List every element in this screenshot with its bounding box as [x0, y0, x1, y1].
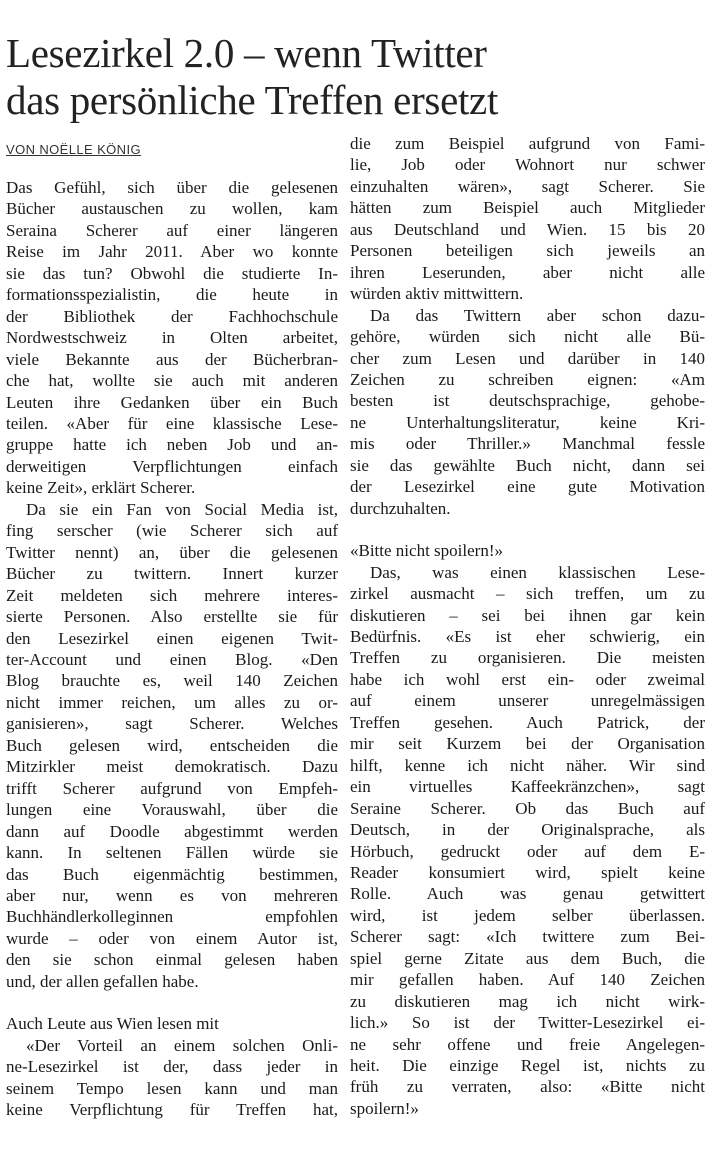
text-line: hilft, kenne ich nicht näher. Wir sind [350, 755, 705, 775]
text-line: zu diskutieren mag ich nicht wirk- [350, 991, 705, 1011]
text-line: fing serscher (wie Scherer sich auf [6, 521, 338, 541]
text-column-left [6, 177, 338, 1120]
text-line: Seraina Scherer auf einer längeren [6, 220, 338, 240]
text-line: kann. In seltenen Fällen würde sie [6, 843, 338, 863]
text-line: Blog brauchte es, weil 140 Zeichen [6, 671, 338, 691]
text-line: aus Deutschland und Wien. 15 bis 20 [350, 219, 705, 239]
text-line: Bücher austauschen zu wollen, kam [6, 199, 338, 219]
text-line: der Lesezirkel eine gute Motivation [350, 477, 705, 497]
text-line: seinem Tempo lesen kann und man [6, 1078, 338, 1098]
text-line: wurde – oder von einem Autor ist, [6, 928, 338, 948]
text-line: sierte Personen. Also erstellte sie für [6, 607, 338, 627]
text-line: den sie schon einmal gelesen haben [6, 950, 338, 970]
text-line: ne sehr offene und freie Angelegen- [350, 1034, 705, 1054]
text-line: Da sie ein Fan von Social Media ist, [26, 499, 338, 519]
text-line: der Bibliothek der Fachhochschule [6, 306, 338, 326]
text-column-right [350, 133, 705, 1119]
text-line: Rolle. Auch was genau getwittert [350, 884, 705, 904]
text-line: einzuhalten wären», sagt Scherer. Sie [350, 176, 705, 196]
text-line: ein virtuelles Kaffeekränzchen», sagt [350, 777, 705, 797]
text-line: lungen eine Vorauswahl, über die [6, 800, 338, 820]
text-line: mir seit Kurzem bei der Organisation [350, 734, 705, 754]
text-line: ihren Leserunden, aber nicht alle [350, 262, 705, 282]
text-line: cher zum Lesen und darüber in 140 [350, 348, 705, 368]
text-line: hätten zum Beispiel auch Mitglieder [350, 198, 705, 218]
text-line: dann auf Doodle abgestimmt werden [6, 821, 338, 841]
text-line: Bedürfnis. «Es ist eher schwierig, ein [350, 626, 705, 646]
headline-line-2: das persönliche Treffen ersetzt [6, 77, 499, 123]
text-line: viele Bekannte aus der Bücherbran- [6, 349, 338, 369]
headline-line-1: Lesezirkel 2.0 – wenn Twitter [6, 30, 487, 76]
text-line: den Lesezirkel einen eigenen Twit- [6, 628, 338, 648]
text-line: Das, was einen klassischen Lese- [370, 562, 705, 582]
text-line: Treffen zu organisieren. Die meisten [350, 648, 705, 668]
text-line: Buchhändlerkolleginnen empfohlen [6, 907, 338, 927]
text-line: früh zu verraten, also: «Bitte nicht [350, 1077, 705, 1097]
text-line: zirkel ausmacht – sich treffen, um zu [350, 584, 705, 604]
subheading: Auch Leute aus Wien lesen mit [6, 1014, 219, 1034]
text-line: Buch gelesen wird, entscheiden die [6, 735, 338, 755]
text-line: «Der Vorteil an einem solchen Onli- [26, 1035, 338, 1055]
text-line: Seraine Scherer. Ob das Buch auf [350, 798, 705, 818]
text-line: mir gefallen haben. Auf 140 Zeichen [350, 970, 705, 990]
text-line: Twitter nennt) an, über die gelesenen [6, 542, 338, 562]
text-line: ganisieren», sagt Scherer. Welches [6, 714, 338, 734]
text-line: besten ist deutschsprachige, gehobe- [350, 391, 705, 411]
text-line: Das Gefühl, sich über die gelesenen [6, 178, 338, 197]
paragraph-gap [350, 519, 705, 540]
text-line: Treffen gesehen. Auch Patrick, der [350, 712, 705, 732]
text-line: gruppe hatte ich neben Job und an- [6, 435, 338, 455]
text-line: Leuten ihre Gedanken über ein Buch [6, 392, 338, 412]
text-line: ne Unterhaltungsliteratur, keine Kri- [350, 412, 705, 432]
text-line: Mitzirkler meist demokratisch. Dazu [6, 757, 338, 777]
text-line: trifft Scherer aufgrund von Empfeh- [6, 778, 338, 798]
headline [6, 30, 706, 124]
text-line: gehöre, würden sich nicht alle Bü- [350, 327, 705, 347]
text-line: spoilern!» [350, 1098, 419, 1118]
text-line: ter-Account und einen Blog. «Den [6, 649, 338, 669]
subheading: «Bitte nicht spoilern!» [350, 541, 503, 561]
text-line: Bücher zu twittern. Innert kurzer [6, 564, 338, 584]
text-line: Zeit meldeten sich mehrere interes- [6, 585, 338, 605]
byline: VON NOËLLE KÖNIG [6, 142, 141, 157]
text-line: diskutieren – sei bei ihnen gar kein [350, 605, 705, 625]
text-line: Zeichen zu schreiben eignen: «Am [350, 369, 705, 389]
text-line: und, der allen gefallen habe. [6, 971, 199, 991]
text-line: habe ich wohl erst ein- oder zweimal [350, 669, 705, 689]
text-line: che hat, wollte sie auch mit anderen [6, 371, 338, 391]
text-line: lie, Job oder Wohnort nur schwer [350, 155, 705, 175]
text-line: teilen. «Aber für eine klassische Lese- [6, 413, 338, 433]
text-line: durchzuhalten. [350, 498, 451, 518]
text-line: Hörbuch, gedruckt oder auf dem E- [350, 841, 705, 861]
text-line: nicht immer reichen, um alles zu or- [6, 692, 338, 712]
text-line: Personen beteiligen sich jeweils an [350, 241, 705, 261]
text-line: heit. Die einzige Regel ist, nichts zu [350, 1056, 705, 1076]
text-line: derweitigen Verpflichtungen einfach [6, 456, 338, 476]
text-line: formationsspezialistin, die heute in [6, 285, 338, 305]
text-line: ne-Lesezirkel ist der, dass jeder in [6, 1057, 338, 1077]
paragraph-gap [6, 992, 338, 1013]
text-line: die zum Beispiel aufgrund von Fami- [350, 134, 705, 153]
text-line: lich.» So ist der Twitter-Lesezirkel ei- [350, 1013, 705, 1033]
text-line: Nordwestschweiz in Olten arbeitet, [6, 328, 338, 348]
text-line: spiel gerne Zitate aus dem Buch, die [350, 948, 705, 968]
text-line: Reise im Jahr 2011. Aber wo konnte [6, 242, 338, 262]
text-line: Deutsch, in der Originalsprache, als [350, 820, 705, 840]
text-line: würden aktiv mittwittern. [350, 284, 524, 304]
text-line: wird, ist jedem selber überlassen. [350, 905, 705, 925]
text-line: das Buch eigenmächtig bestimmen, [6, 864, 338, 884]
text-line: keine Verpflichtung für Treffen hat, [6, 1100, 338, 1120]
text-line: auf einem unserer unregelmässigen [350, 691, 705, 711]
text-line: keine Zeit», erklärt Scherer. [6, 478, 196, 498]
text-line: sie das tun? Obwohl die studierte In- [6, 263, 338, 283]
text-line: aber nur, wenn es von mehreren [6, 885, 338, 905]
text-line: Scherer sagt: «Ich twittere zum Bei- [350, 927, 705, 947]
text-line: Da das Twittern aber schon dazu- [370, 305, 705, 325]
text-line: Reader konsumiert wird, spielt keine [350, 862, 705, 882]
text-line: mis oder Thriller.» Manchmal fessle [350, 434, 705, 454]
text-line: sie das gewählte Buch nicht, dann sei [350, 455, 705, 475]
